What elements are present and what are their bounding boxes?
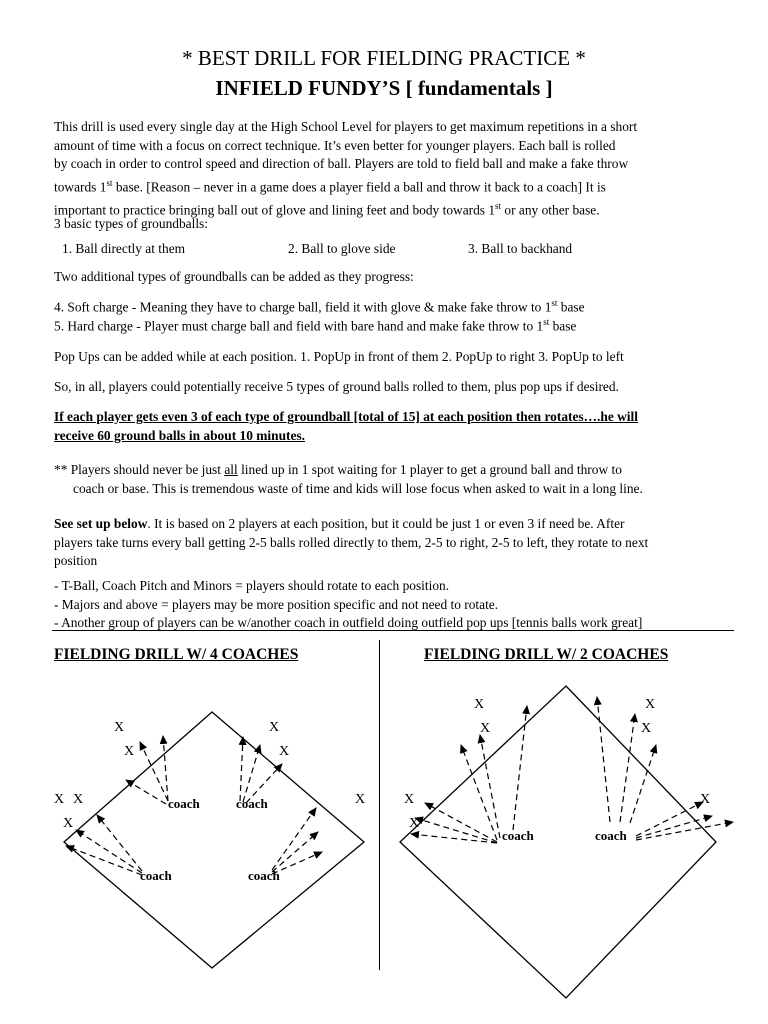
coach-label: coach [502, 828, 534, 843]
coach-label: coach [595, 828, 627, 843]
intro-line: This drill is used every single day at the High School Level for players to get maximum repetitions in a short [54, 119, 638, 134]
page-subtitle: INFIELD FUNDY’S [ fundamentals ] [215, 76, 553, 100]
arrow [76, 830, 142, 873]
list-item: 2. Ball to glove side [288, 241, 396, 256]
arrow [636, 822, 733, 840]
player-x-mark: X [641, 721, 652, 736]
coach-label: coach [140, 868, 172, 883]
player-x-mark: X [645, 697, 656, 712]
popups-text: Pop Ups can be added while at each position. 1. PopUp in front of them 2. PopUp to right 3. PopUp to left [54, 349, 624, 364]
player-x-mark: X [114, 720, 125, 735]
player-x-mark: X [404, 792, 415, 807]
arrow [636, 802, 703, 836]
intro-line: by coach in order to control speed and direction of ball. Players are told to field ball and make a fake throw [54, 156, 629, 172]
player-x-mark: X [124, 744, 135, 759]
setup-text: See set up below. It is based on 2 players at each position, but it could be just 1 or even 3 if need be. After players take turns every ball getting 2-5 balls rolled directly to them, 2-5 to right, 2-5 to left, they rotate to next position [54, 516, 649, 569]
list-item: 5. Hard charge - Player must charge ball and field with bare hand and make fake throw to 1st base [54, 317, 577, 334]
intro-line: amount of time with a focus on correct technique. It’s even better for younger players. Each ball is rolled [54, 137, 616, 153]
page-title: * BEST DRILL FOR FIELDING PRACTICE * [182, 46, 586, 70]
player-x-mark: X [474, 697, 485, 712]
arrow [66, 846, 142, 875]
arrow [97, 815, 142, 871]
list-item: 1. Ball directly at them [62, 241, 186, 256]
player-x-mark: X [480, 721, 491, 736]
basic-types-heading: 3 basic types of groundballs: [54, 216, 208, 231]
list-item: - Majors and above = players may be more position specific and not need to rotate. [54, 596, 499, 612]
arrow [620, 714, 635, 822]
emphasis-text: If each player gets even 3 of each type of groundball [total of 15] at each position then rotates….he will receive 60 ground balls in about 10 minutes. [54, 409, 638, 443]
list-item: 4. Soft charge - Meaning they have to charge ball, field it with glove & make fake throw to 1st base [54, 298, 585, 315]
additional-heading: Two additional types of groundballs can be added as they progress: [54, 269, 414, 284]
list-item: - Another group of players can be w/another coach in outfield doing outfield pop ups [tennis balls work great] [54, 615, 643, 631]
arrow [636, 816, 712, 838]
player-x-mark: X [279, 744, 290, 759]
player-x-mark: X [54, 792, 65, 807]
player-x-mark: X [409, 816, 420, 831]
drill-arrows [66, 697, 733, 875]
intro-line: important to practice bringing ball out of glove and lining feet and body towards 1st or any other base. [54, 200, 600, 218]
arrow [272, 832, 318, 872]
left-diagram-title: FIELDING DRILL W/ 4 COACHES [54, 646, 299, 663]
coach-label: coach [236, 796, 268, 811]
right-infield-diamond [400, 686, 716, 998]
summary-text: So, in all, players could potentially receive 5 types of ground balls rolled to them, plus pop ups if desired. [54, 379, 619, 394]
intro-line: towards 1st base. [Reason – never in a game does a player field a ball and throw it back to a coach] It is [54, 177, 606, 195]
player-x-mark: X [63, 816, 74, 831]
arrow [597, 697, 610, 822]
player-x-mark: X [700, 792, 711, 807]
arrow [126, 780, 166, 804]
coach-label: coach [248, 868, 280, 883]
player-x-mark: X [73, 792, 84, 807]
arrow [272, 808, 316, 870]
coach-labels [140, 796, 628, 883]
player-x-mark: X [269, 720, 280, 735]
list-item: 3. Ball to backhand [468, 241, 573, 256]
right-diagram-title: FIELDING DRILL W/ 2 COACHES [424, 646, 669, 663]
arrow [243, 745, 260, 802]
list-item: - T-Ball, Coach Pitch and Minors = players should rotate to each position. [54, 578, 450, 593]
note-text: ** Players should never be just all lined up in 1 spot waiting for 1 player to get a ground ball and throw to coach or base. This is tremendous waste of time and kids will lose focus when asked to wait in a long line. [54, 462, 643, 496]
coach-label: coach [168, 796, 200, 811]
arrow [240, 737, 243, 801]
player-x-mark: X [355, 792, 366, 807]
left-infield-diamond [64, 712, 364, 968]
